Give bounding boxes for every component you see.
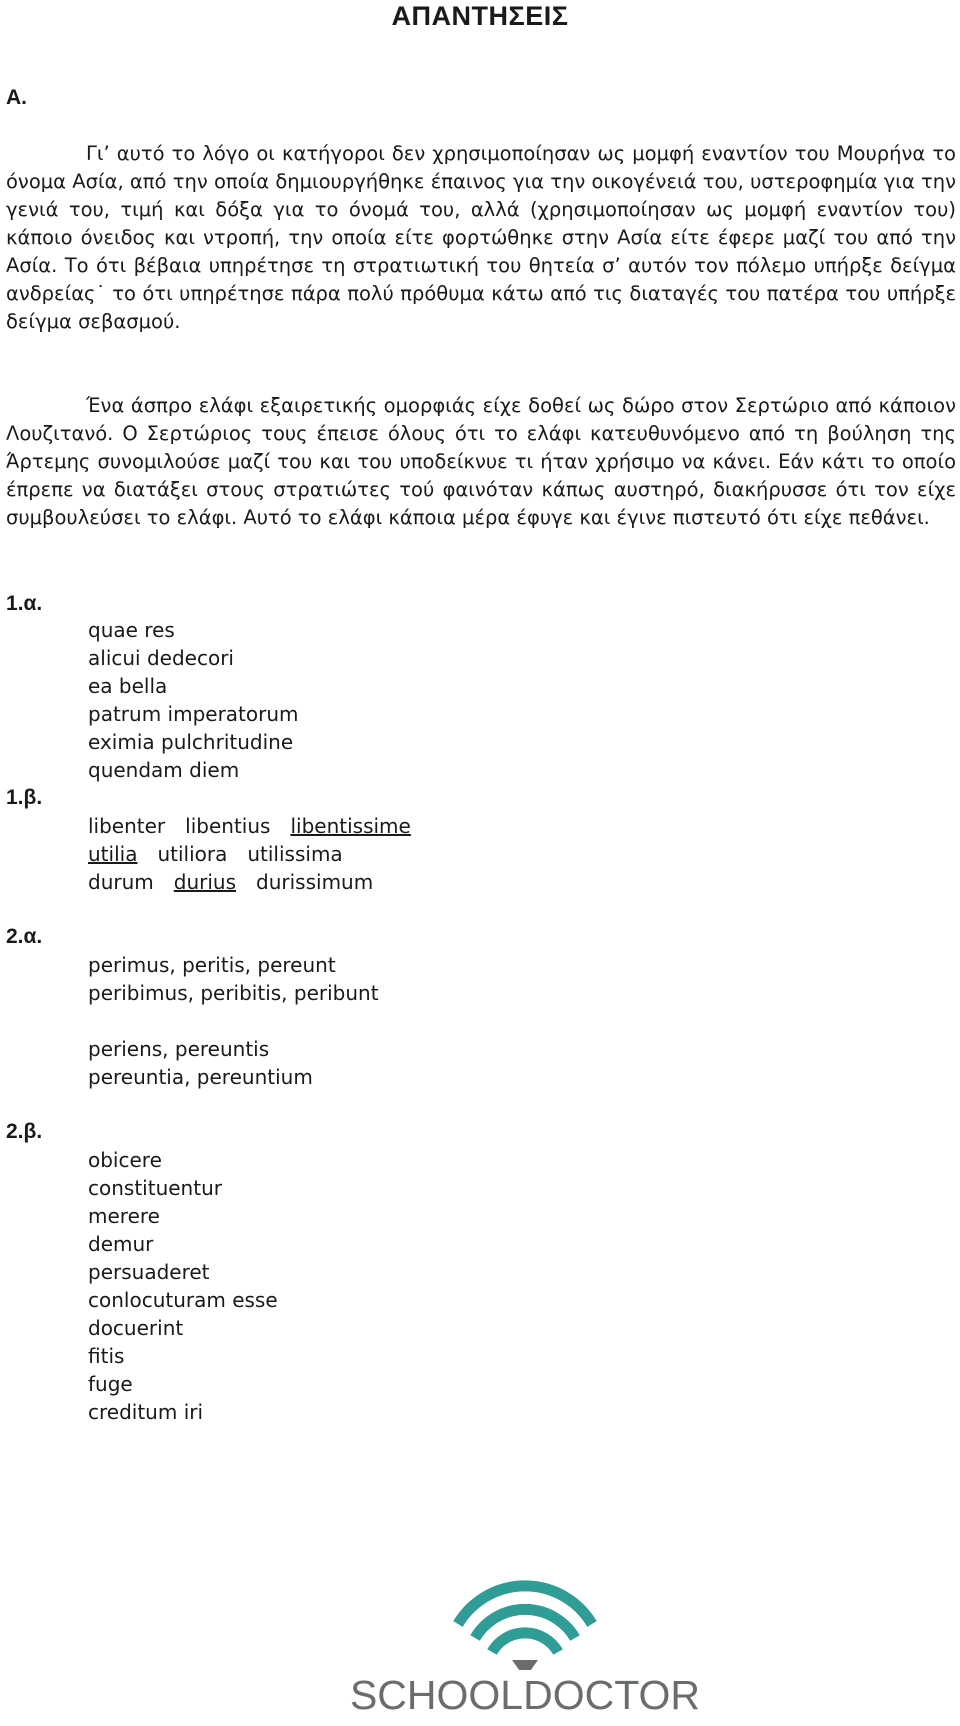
list-item: patrum imperatorum	[88, 702, 299, 726]
word: libenter	[88, 814, 166, 838]
word: utilissima	[247, 842, 343, 866]
list-item: pereuntia, pereuntium	[88, 1065, 313, 1089]
list-item: constituentur	[88, 1176, 222, 1200]
logo-wordmark	[340, 1670, 710, 1720]
word: utiliora	[157, 842, 228, 866]
word: durum	[88, 870, 154, 894]
list-item: persuaderet	[88, 1260, 210, 1284]
list-item: periens, pereuntis	[88, 1037, 270, 1061]
question-1a-label: 1.α.	[6, 592, 43, 615]
list-item: fitis	[88, 1344, 125, 1368]
word: durissimum	[256, 870, 374, 894]
list-item: eximia pulchritudine	[88, 730, 294, 754]
underlined-word: utilia	[88, 842, 138, 866]
word: libentius	[185, 814, 271, 838]
list-item: demur	[88, 1232, 154, 1256]
page-title: ΑΠΑΝΤΗΣΕΙΣ	[391, 1, 569, 31]
list-item: peribimus, peribitis, peribunt	[88, 981, 379, 1005]
list-item: conlocuturam esse	[88, 1288, 278, 1312]
question-2b-label: 2.β.	[6, 1120, 43, 1143]
list-item	[88, 868, 411, 896]
question-2a-list	[88, 951, 379, 1091]
question-1a-list	[88, 616, 299, 784]
section-a-heading: Α.	[6, 86, 27, 109]
list-item: alicui dedecori	[88, 646, 234, 670]
list-item: quendam diem	[88, 758, 240, 782]
wifi-signal-icon	[340, 1578, 710, 1670]
list-item: quae res	[88, 618, 175, 642]
list-item: perimus, peritis, pereunt	[88, 953, 336, 977]
list-item: fuge	[88, 1372, 133, 1396]
list-item: creditum iri	[88, 1400, 204, 1424]
spacer	[88, 1007, 379, 1035]
list-item: merere	[88, 1204, 160, 1228]
question-2b-list	[88, 1146, 278, 1426]
question-1b-label: 1.β.	[6, 786, 43, 809]
question-1b-list	[88, 812, 411, 896]
list-item: obicere	[88, 1148, 162, 1172]
translation-paragraph-2: Ένα άσπρο ελάφι εξαιρετικής ομορφιάς είχε δοθεί ως δώρο στον Σερτώριο από κάποιον Λουζιτανό. Ο Σερτώριος τους έπεισε όλους ότι το ελάφι κατευθυνόμενο από τη βούληση της Άρτεμης συνομιλούσε μαζί του και του υποδείκνυε τι ήταν χρήσιμο να κάνει. Εάν κάτι το οποίο έπρεπε να διατάξει στους στρατιώτες τού φαινόταν κάπως αυστηρό, διακήρυσσε ότι τον είχε συμβουλεύσει το ελάφι. Αυτό το ελάφι κάποια μέρα έφυγε και έγινε πιστευτό ότι είχε πεθάνει.	[6, 394, 956, 529]
underlined-word: libentissime	[290, 814, 411, 838]
schooldoctor-logo	[340, 1578, 710, 1726]
list-item	[88, 812, 411, 840]
list-item: ea bella	[88, 674, 168, 698]
list-item	[88, 840, 411, 868]
logo-doctor-text: DOCTOR	[523, 1672, 701, 1718]
translation-paragraph-1: Γι’ αυτό το λόγο οι κατήγοροι δεν χρησιμοποίησαν ως μομφή εναντίον του Μουρήνα το όνομα Ασία, από την οποία δημιουργήθηκε έπαινος για την οικογένειά του, υστεροφημία για την γενιά του, τιμή και δόξα για το όνομά του, αλλά (χρησιμοποίησαν ως μομφή εναντίον του) κάποιο όνειδος και ντροπή, την οποία είτε φορτώθηκε στην Ασία είτε έφερε μαζί του από την Ασία. Το ότι βέβαια υπηρέτησε τη στρατιωτική του θητεία σ’ αυτόν τον πόλεμο υπήρξε δείγμα ανδρείας˙ το ότι υπηρέτησε πάρα πολύ πρόθυμα κάτω από τις διαταγές του πατέρα του υπήρξε δείγμα σεβασμού.	[6, 142, 956, 333]
logo-school-text: SCHOOL	[349, 1672, 524, 1718]
underlined-word: durius	[173, 870, 237, 894]
list-item: docuerint	[88, 1316, 184, 1340]
question-2a-label: 2.α.	[6, 925, 43, 948]
